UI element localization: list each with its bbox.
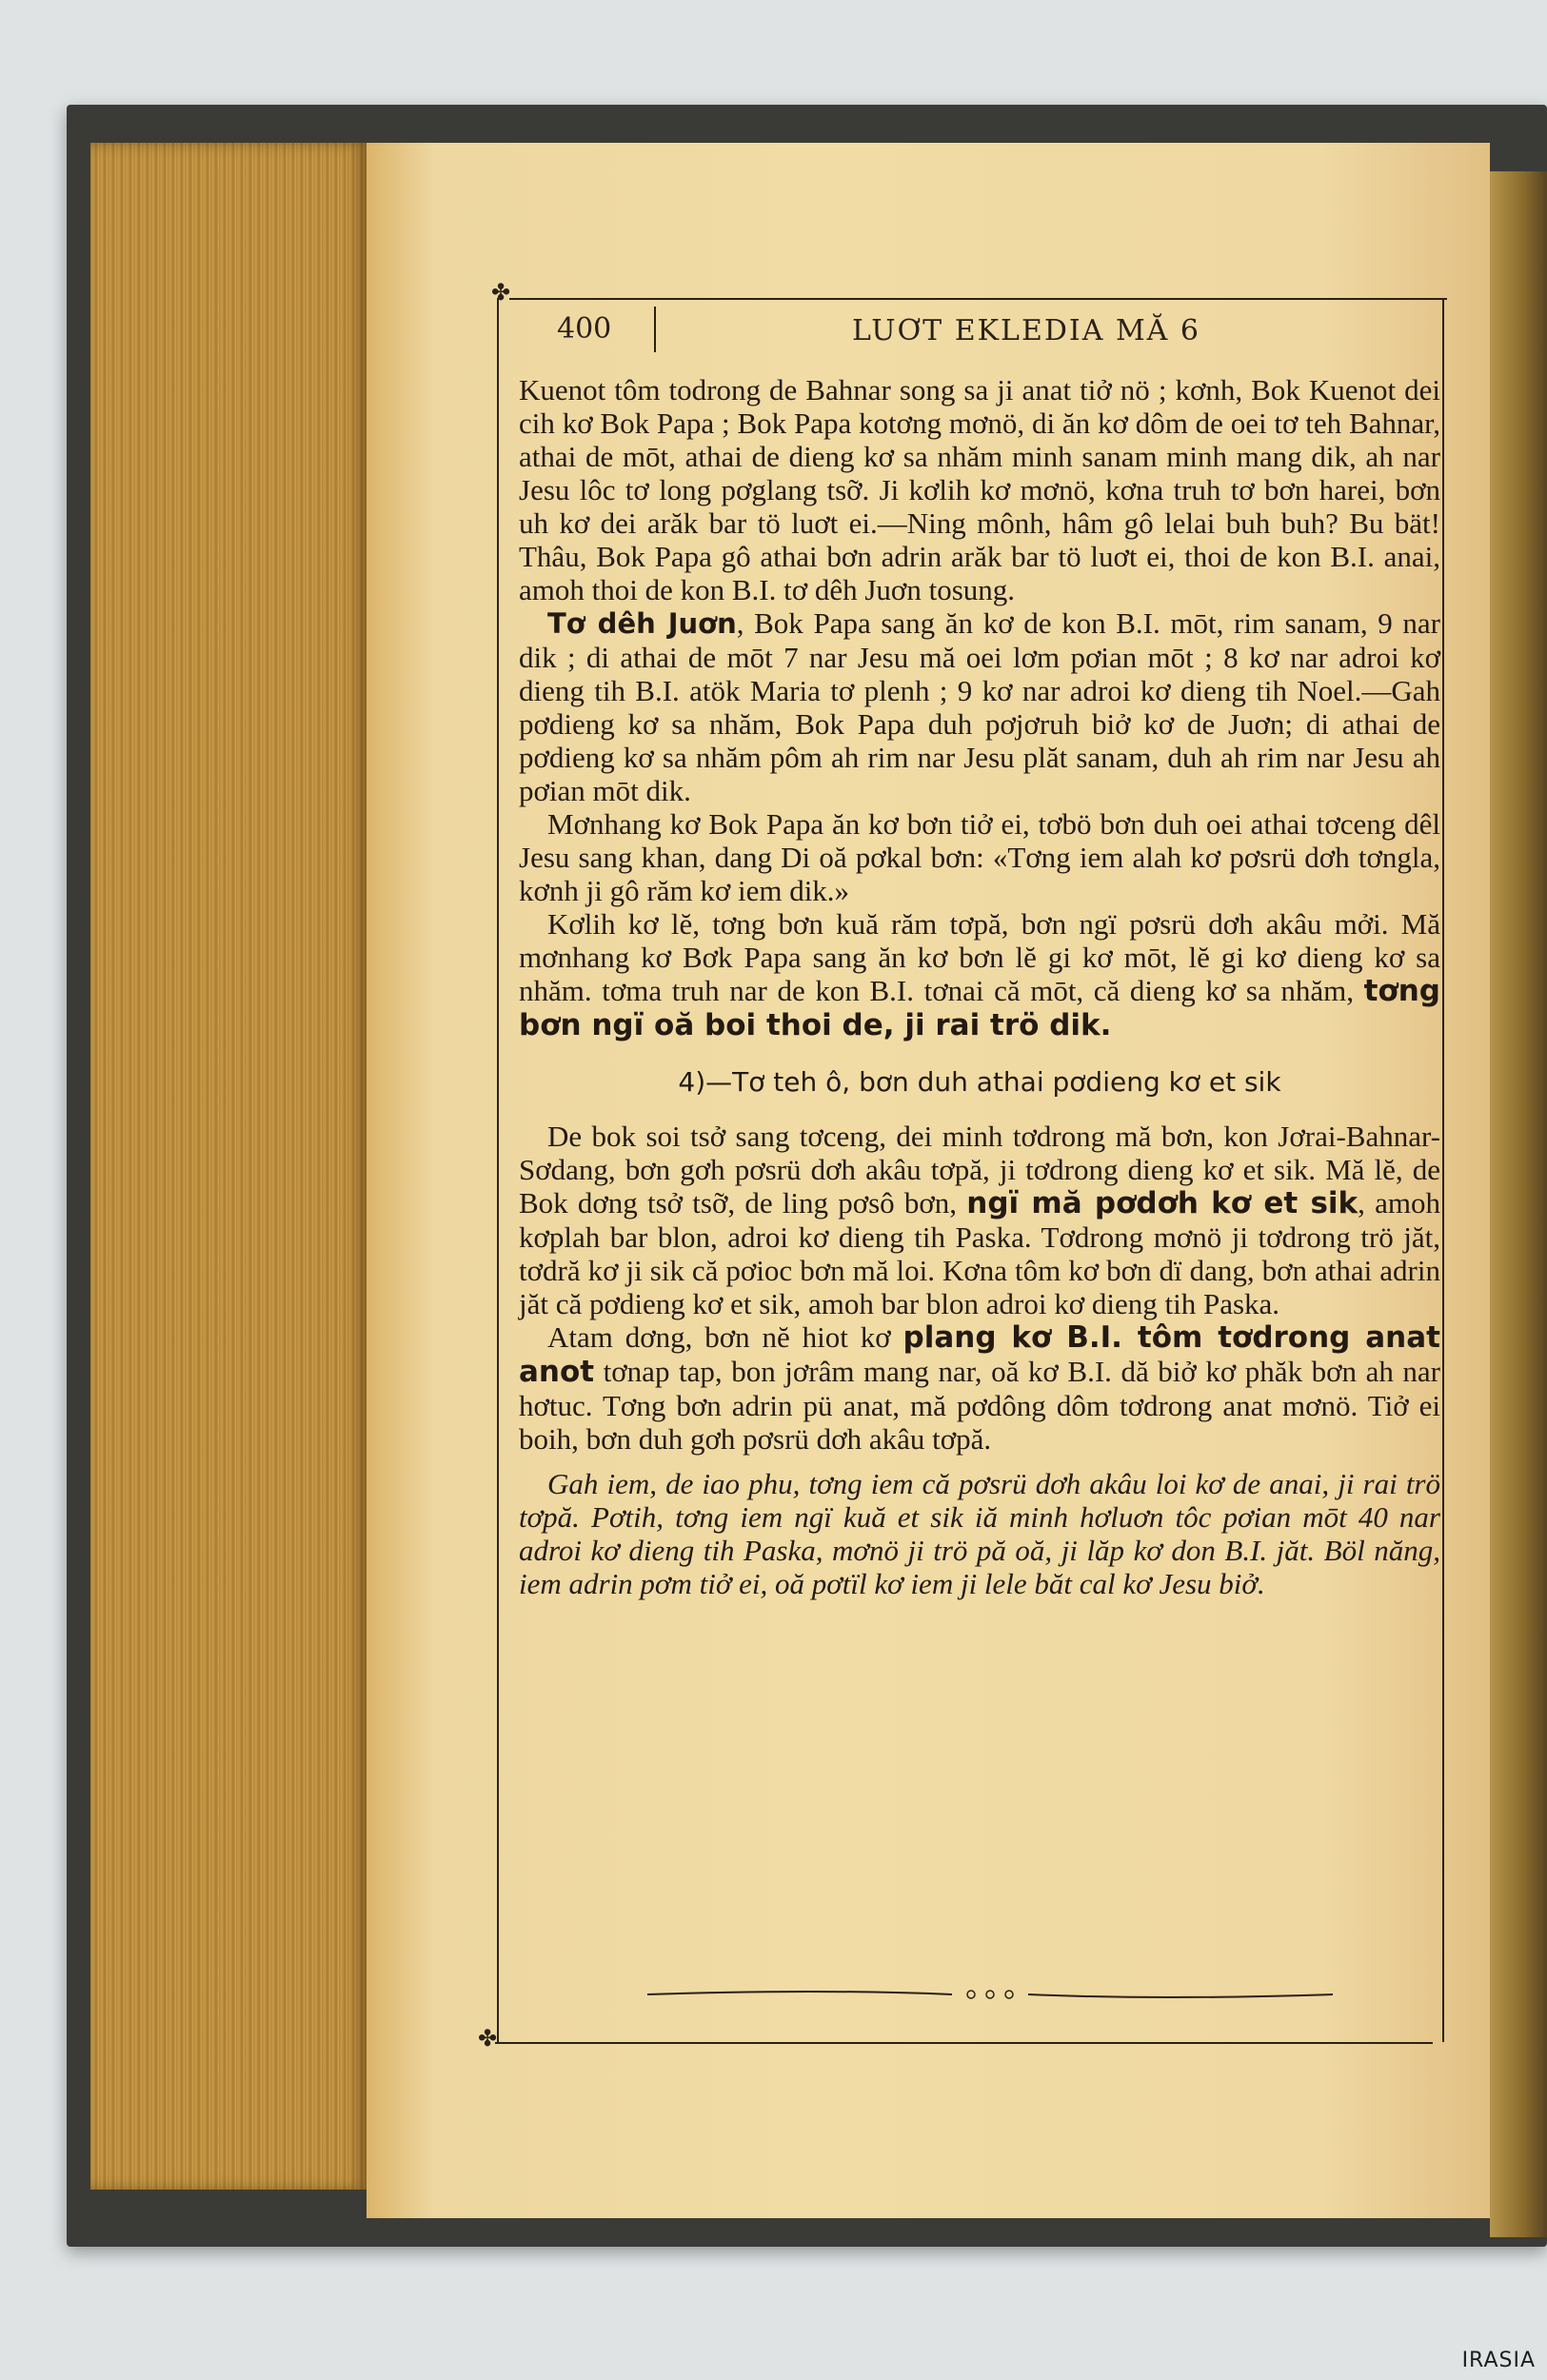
running-head [519,307,1433,352]
italic-paragraph [519,1467,1440,1600]
paragraph-text: Gah iem, de iao phu, tơng iem că pơsrü dơh akâu loi kơ de anai, ji rai trö tơpă. Pơtih, tơng iem ngï kuă et sik iă minh hơluơn tôc pơian mōt 40 nar adroi kơ dieng tih Paska, mơnö ji trö pă oă, ji lăp kơ don B.I. jăt. Böl năng, iem adrin pơm tiở ei, oă pơtïl kơ iem ji lele băt cal kơ Jesu biở. [519,1467,1440,1600]
paragraph-text: De bok soi tsở sang tơceng, dei minh tơdrong mă bơn, kon Jơrai-Bahnar-Sơdang, bơn gơh pơsrü dơh akâu tơpă, ji tơdrong dieng kơ et sik. Mă lĕ, de Bok dơng tsở tsỡ, de ling pơsô bơn, [519,1120,1440,1220]
frame-right-rule [1442,298,1444,2042]
paragraph [519,606,1440,807]
header-separator [654,307,656,352]
corner-ornament-icon: ✤ [478,2027,498,2052]
paragraph-emphasis: ngï mă pơdơh kơ et sik [966,1186,1359,1220]
paragraph-emphasis: tơng bơn ngï oă boi thoi de, ji rai trö dik. [519,974,1440,1042]
paragraph-text: Kơlih kơ lĕ, tơng bơn kuă răm tơpă, bơn ngï pơsrü dơh akâu mởi. Mă mơnhang kơ Bơk Papa sang ăn kơ bơn lĕ gi kơ mōt, lĕ gi kơ dieng kơ sa nhăm. tơma truh nar de kon B.I. tơnai că mōt, că dieng kơ sa nhăm, [519,907,1440,1007]
page-text [519,373,1440,1600]
paragraph [519,373,1440,606]
watermark: IRASIA [1461,2349,1536,2372]
frame-left-rule [497,298,499,2042]
page-number: 400 [557,312,612,346]
frame-bottom-rule [495,2042,1433,2044]
section-heading: 4)—Tơ teh ô, bơn duh athai pơdieng kơ et sik [678,1066,1281,1098]
paragraph-text: , Bok Papa sang ăn kơ de kon B.I. mōt, rim sanam, 9 nar dik ; di athai de mōt 7 nar Jesu mă oei lơm pơian mōt ; 8 kơ nar adroi kơ dieng tih B.I. atök Maria tơ plenh ; 9 kơ nar adroi kơ dieng tih Noel.—Gah pơdieng kơ sa nhăm, Bok Papa duh pơjơruh biở kơ de Juơn; di athai de pơdieng kơ sa nhăm pôm ah rim nar Jesu plăt sanam, duh ah rim nar Jesu ah pơian mōt dik. [519,606,1440,807]
corner-ornament-icon: ✤ [491,281,511,306]
frame-top-rule [509,298,1447,300]
paragraph [519,807,1440,907]
paragraph-text: Mơnhang kơ Bok Papa ăn kơ bơn tiở ei, tơbö bơn duh oei athai tơceng dêl Jesu sang khan, dang Di oă pơkal bơn: «Tơng iem alah kơ pơsrü dơh tơngla, kơnh ji gô răm kơ iem dik.» [519,807,1440,907]
running-title: LUƠT EKLEDIA MĂ 6 [852,314,1200,347]
paragraph-text: tơnap tap, bon jơrâm mang nar, oă kơ B.I. dă biở kơ phăk bơn ah nar hơtuc. Tơng bơn adrin pü anat, mă pơdông dôm tơdrong anat mơnö. Tiở ei boih, bơn duh gơh pơsrü dơh akâu tơpă. [519,1355,1440,1456]
paragraph-text: Kuenot tôm todrong de Bahnar song sa ji anat tiở nö ; kơnh, Bok Kuenot dei cih kơ Bok Papa ; Bok Papa kotơng mơnö, di ăn kơ dôm de oei tơ teh Bahnar, athai de mōt, athai de dieng kơ sa nhăm minh sanam minh mang dik, ah nar Jesu lôc tơ long pơglang tsỡ. Ji kơlih kơ mơnö, kơna truh tơ bơn harei, bơn uh kơ dei arăk bar tö luơt ei.—Ning mônh, hâm gô lelai buh buh? Bu bät! Thâu, Bok Papa gô athai bơn adrin arăk bar tö luơt ei, thoi de kon B.I. anai, amoh thoi de kon B.I. tơ dêh Juơn tosung. [519,373,1440,606]
paragraph-emphasis: plang kơ B.I. tôm tơdrong anat anot [519,1320,1440,1389]
paragraph-lead: Tơ dêh Juơn [547,607,737,640]
paragraph [519,1120,1440,1320]
facing-page-edge [1490,171,1547,2237]
paragraph [519,907,1440,1042]
tailpiece-ornament-icon [647,1987,1333,2002]
page-edges [90,143,367,2190]
paragraph-text: Atam dơng, bơn nĕ hiot kơ [547,1320,903,1354]
paragraph-text: , amoh kơplah bar blon, adroi kơ dieng tih Paska. Tơdrong mơnö ji tơdrong trö jăt, tơdră kơ ji sik că pơioc bơn mă loi. Kơna tôm kơ bơn dï dang, bơn athai adrin jăt că pơdieng kơ et sik, amoh bar blon adroi kơ dieng tih Paska. [519,1186,1440,1320]
paragraph [519,1320,1440,1456]
